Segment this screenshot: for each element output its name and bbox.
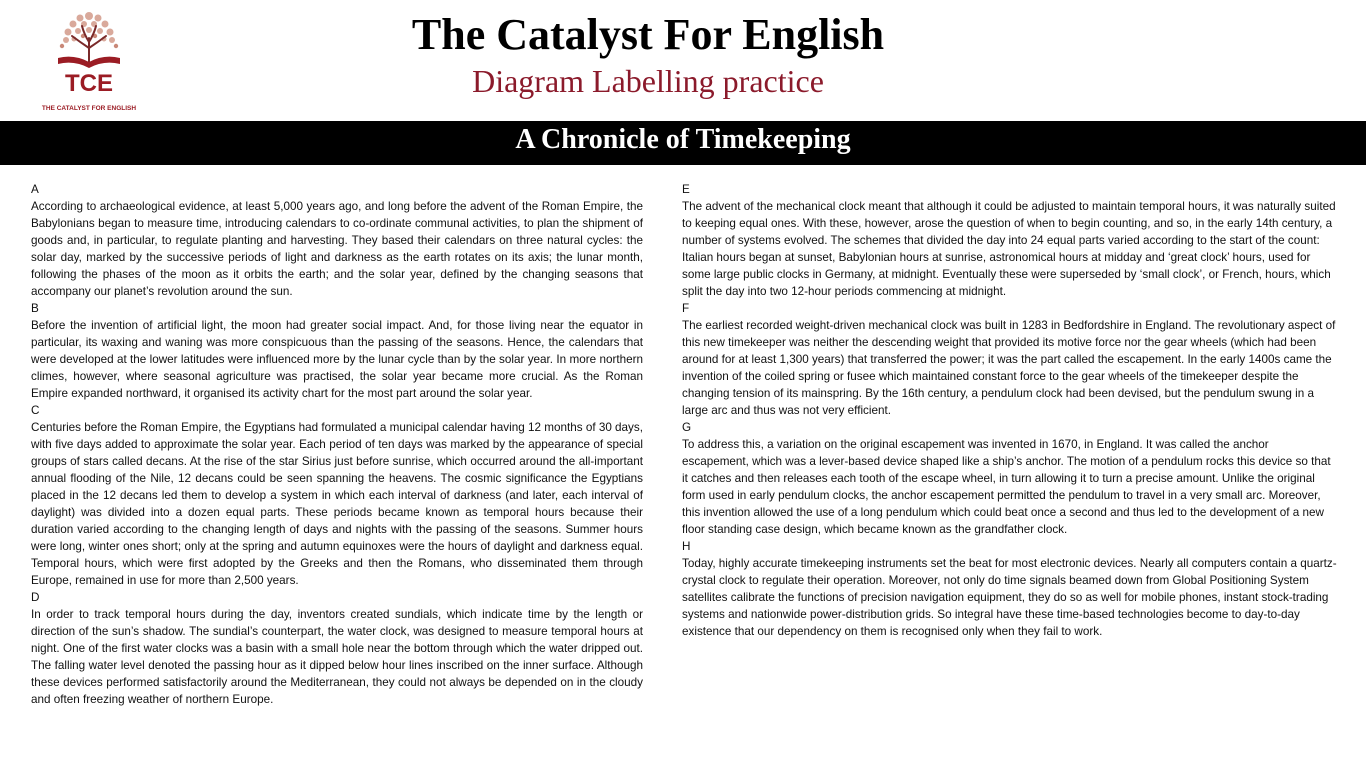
paragraph-c <box>31 402 643 589</box>
site-title: The Catalyst For English <box>411 10 885 59</box>
paragraph-letter: C <box>31 404 40 417</box>
passage-title: A Chronicle of Timekeeping <box>515 124 851 155</box>
page-subtitle: Diagram Labelling practice <box>472 63 824 99</box>
paragraph-d <box>31 589 643 708</box>
text-column-right <box>682 181 1338 640</box>
paragraph-text: Today, highly accurate timekeeping instruments set the beat for most electronic devices. Nearly all computers contain a quartz-crystal clock to regulate their operation. Moreover, not only do time signals beamed down from Global Positioning System satellites calibrate the functions of precision navigation equipment, they do so as well for mobile phones, instant stock-trading systems and nationwide power-distribution grids. So integral have these time-based technologies become to day-to-day existence that our dependency on them is recognised only when they fail to work. <box>682 557 1337 638</box>
paragraph-letter: F <box>682 302 690 315</box>
paragraph-text: To address this, a variation on the original escapement was invented in 1670, in England. It was called the anchor escapement, which was a lever-based device shaped like a ship’s anchor. The motion of a pendulum rocks this device so that it catches and then releases each tooth of the escape wheel, in turn allowing it to turn a precise amount. Unlike the original form used in early pendulum clocks, the anchor escapement permitted the pendulum to travel in a very small arc. Moreover, this invention allowed the use of a long pendulum which could beat once a second and thus led to the development of a new floor standing case design, which became known as the grandfather clock. <box>682 438 1331 536</box>
paragraph-text: The earliest recorded weight-driven mechanical clock was built in 1283 in Bedfordshire in England. The revolutionary aspect of this new timekeeper was neither the descending weight that provided its motive force nor the gear wheels (which had been around for at least 1,300 years) that transferred the power; it was the part called the escapement. In the early 1400s came the invention of the coiled spring or fusee which maintained constant force to the gear wheels of the timekeeper despite the changing tension of its mainspring. By the 16th century, a pendulum clock had been devised, but the pendulum swung in a large arc and thus was not very efficient. <box>682 319 1336 417</box>
logo-abbreviation: TCE <box>65 70 113 97</box>
paragraph-letter: H <box>682 540 691 553</box>
paragraph-text: In order to track temporal hours during the day, inventors created sundials, which indicate time by the length or direction of the sun’s shadow. The sundial’s counterpart, the water clock, was designed to measure temporal hours at night. One of the first water clocks was a basin with a small hole near the bottom through which the water dripped out. The falling water level denoted the passing hour as it dipped below hour lines inscribed on the inner surface. Although these devices performed satisfactorily around the Mediterranean, they could not always be depended on in the cloudy and often freezing weather of northern Europe. <box>31 608 643 706</box>
paragraph-a <box>31 181 643 300</box>
logo-name: THE CATALYST FOR ENGLISH <box>41 105 137 112</box>
paragraph-text: According to archaeological evidence, at least 5,000 years ago, and long before the advent of the Roman Empire, the Babylonians began to measure time, introducing calendars to co-ordinate communal activities, to plan the shipment of goods and, in particular, to regulate planting and harvesting. They based their calendars on three natural cycles: the solar day, marked by the successive periods of light and darkness as the earth rotates on its axis; the lunar month, following the phases of the moon as it orbits the earth; and the solar year, defined by the changing seasons that accompany our planet’s revolution around the sun. <box>31 200 643 298</box>
paragraph-b <box>31 300 643 402</box>
paragraph-letter: B <box>31 302 39 315</box>
paragraph-letter: G <box>682 421 692 434</box>
paragraph-letter: A <box>31 183 39 196</box>
paragraph-g <box>682 419 1338 538</box>
title-banner <box>0 121 1366 165</box>
paragraph-text: The advent of the mechanical clock meant that although it could be adjusted to maintain temporal hours, it was naturally suited to keeping equal ones. With these, however, arose the question of when to begin counting, and so, in the early 14th century, a number of systems evolved. The schemes that divided the day into 24 equal parts varied according to the start of the count: Italian hours began at sunset, Babylonian hours at sunrise, astronomical hours at midday and ‘great clock’ hours, used for some large public clocks in Germany, at midnight. Eventually these were superseded by ‘small clock’, or French, hours, which split the day into two 12-hour periods commencing at midnight. <box>682 200 1336 298</box>
paragraph-text: Before the invention of artificial light, the moon had greater social impact. And, for those living near the equator in particular, its waxing and waning was more conspicuous than the passing of the seasons. Hence, the calendars that were developed at the lower latitudes were influenced more by the lunar cycle than by the solar year. In more northern climes, however, where seasonal agriculture was practised, the solar year became more crucial. As the Roman Empire expanded northward, it organised its activity chart for the most part around the solar year. <box>31 319 643 400</box>
paragraph-letter: E <box>682 183 690 196</box>
paragraph-e <box>682 181 1338 300</box>
text-column-left <box>31 181 643 708</box>
paragraph-h <box>682 538 1338 640</box>
paragraph-letter: D <box>31 591 40 604</box>
paragraph-f <box>682 300 1338 419</box>
paragraph-text: Centuries before the Roman Empire, the Egyptians had formulated a municipal calendar having 12 months of 30 days, with five days added to approximate the solar year. Each period of ten days was marked by the appearance of special groups of stars called decans. At the rise of the star Sirius just before sunrise, which occurred around the all-important annual flooding of the Nile, 12 decans could be seen spanning the heavens. The cosmic significance the Egyptians placed in the 12 decans led them to develop a system in which each interval of darkness (and later, each interval of daylight) was divided into a dozen equal parts. These periods became known as temporal hours because their duration varied according to the changing length of days and nights with the passing of the seasons. Summer hours were long, winter ones short; only at the spring and autumn equinoxes were the hours of daylight and darkness equal. Temporal hours, which were first adopted by the Greeks and then the Romans, who disseminated them through Europe, remained in use for more than 2,500 years. <box>31 421 643 587</box>
